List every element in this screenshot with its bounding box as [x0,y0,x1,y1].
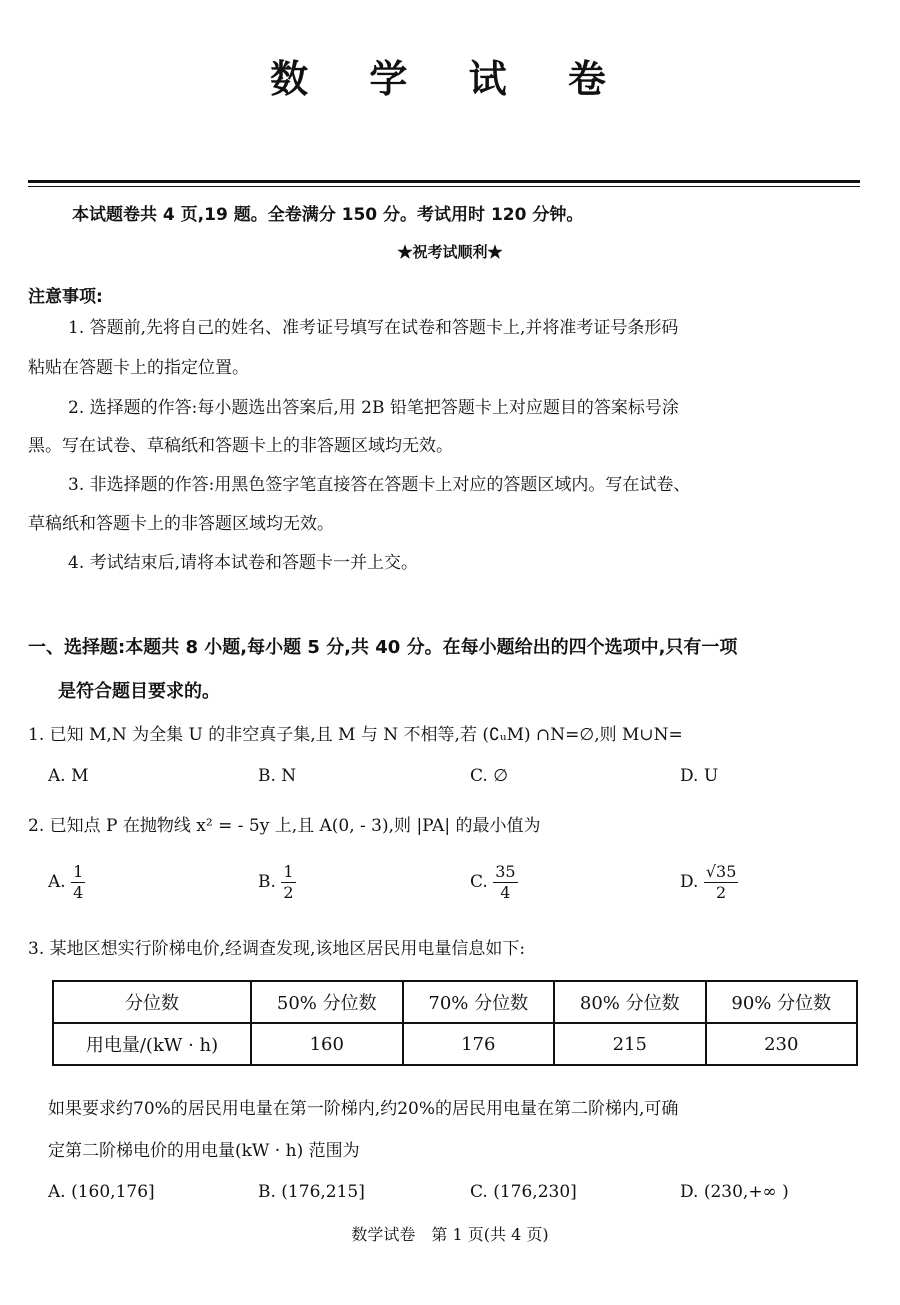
q2-option-d-fraction [704,862,739,903]
q2-option-a [48,862,85,903]
q2-option-c-fraction [493,862,517,903]
question-1-stem: 1. 已知 M,N 为全集 U 的非空真子集,且 M 与 N 不相等,若 (∁ᵤM) ∩N=∅,则 M∪N= [28,725,683,745]
q2-option-a-label: A. [48,872,66,892]
table-header-cell: 70% 分位数 [403,981,555,1023]
table-cell: 230 [706,1023,858,1065]
q3-option-d: D. (230,+∞ ) [680,1182,789,1202]
q2-option-b [258,862,296,903]
q3-option-c: C. (176,230] [470,1182,577,1202]
q2-c-denominator: 4 [500,883,511,902]
q2-option-d-label: D. [680,872,699,892]
q2-option-b-label: B. [258,872,276,892]
q1-option-d: D. U [680,766,719,786]
table-header-cell: 90% 分位数 [706,981,858,1023]
section-heading [28,626,868,714]
question-3-text-line-2: 定第二阶梯电价的用电量(kW · h) 范围为 [48,1141,360,1161]
note-3-line-1: 3. 非选择题的作答:用黑色签字笔直接答在答题卡上对应的答题区域内。写在试卷、 [68,475,691,495]
table-header-cell: 分位数 [53,981,251,1023]
question-2-stem: 2. 已知点 P 在抛物线 x² = - 5y 上,且 A(0, - 3),则 |PA| 的最小值为 [28,816,541,836]
section-heading-line-1: 一、选择题:本题共 8 小题,每小题 5 分,共 40 分。在每小题给出的四个选项中,只有一项 [28,637,738,658]
q2-option-b-fraction [281,862,295,903]
page-footer: 数学试卷 第 1 页(共 4 页) [351,1225,549,1244]
section-heading-line-2: 是符合题目要求的。 [58,681,220,702]
q1-option-c: C. ∅ [470,766,509,786]
table-header-cell: 50% 分位数 [251,981,403,1023]
exam-info: 本试题卷共 4 页,19 题。全卷满分 150 分。考试用时 120 分钟。 [72,205,584,225]
q1-option-b: B. N [258,766,297,786]
q2-c-numerator: 35 [495,862,516,881]
q1-option-a: A. M [48,766,89,786]
electricity-table [52,980,858,1066]
q2-option-a-fraction [71,862,85,903]
q3-option-b: B. (176,215] [258,1182,365,1202]
table-header-row [53,981,857,1023]
q2-d-denominator: 2 [716,883,727,902]
table-row [53,1023,857,1065]
header-rule-thick [28,180,860,183]
question-3-stem: 3. 某地区想实行阶梯电价,经调查发现,该地区居民用电量信息如下: [28,939,526,959]
good-luck-line: ★祝考试顺利★ [397,243,503,261]
q2-b-numerator: 1 [283,862,294,881]
note-4-line-1: 4. 考试结束后,请将本试卷和答题卡一并上交。 [68,553,419,573]
page-title: 数 学 试 卷 [270,57,630,101]
note-3-line-2: 草稿纸和答题卡上的非答题区域均无效。 [28,514,334,534]
table-cell: 用电量/(kW · h) [53,1023,251,1065]
table-cell: 160 [251,1023,403,1065]
q2-a-denominator: 4 [73,883,84,902]
q3-option-a: A. (160,176] [48,1182,155,1202]
q2-b-denominator: 2 [283,883,294,902]
q2-option-c-label: C. [470,872,488,892]
q2-d-numerator: √35 [705,862,737,881]
note-2-line-1: 2. 选择题的作答:每小题选出答案后,用 2B 铅笔把答题卡上对应题目的答案标号涂 [68,398,679,418]
notes-title: 注意事项: [28,287,103,307]
note-1-line-2: 粘贴在答题卡上的指定位置。 [28,358,249,378]
note-2-line-2: 黑。写在试卷、草稿纸和答题卡上的非答题区域均无效。 [28,436,453,456]
table-cell: 215 [554,1023,706,1065]
q2-a-numerator: 1 [73,862,84,881]
table-header-cell: 80% 分位数 [554,981,706,1023]
header-rule-thin [28,186,860,187]
question-3-text-line-1: 如果要求约70%的居民用电量在第一阶梯内,约20%的居民用电量在第二阶梯内,可确 [48,1099,679,1119]
table-cell: 176 [403,1023,555,1065]
note-1-line-1: 1. 答题前,先将自己的姓名、准考证号填写在试卷和答题卡上,并将准考证号条形码 [68,318,679,338]
q2-option-d [680,862,738,903]
q2-option-c [470,862,518,903]
